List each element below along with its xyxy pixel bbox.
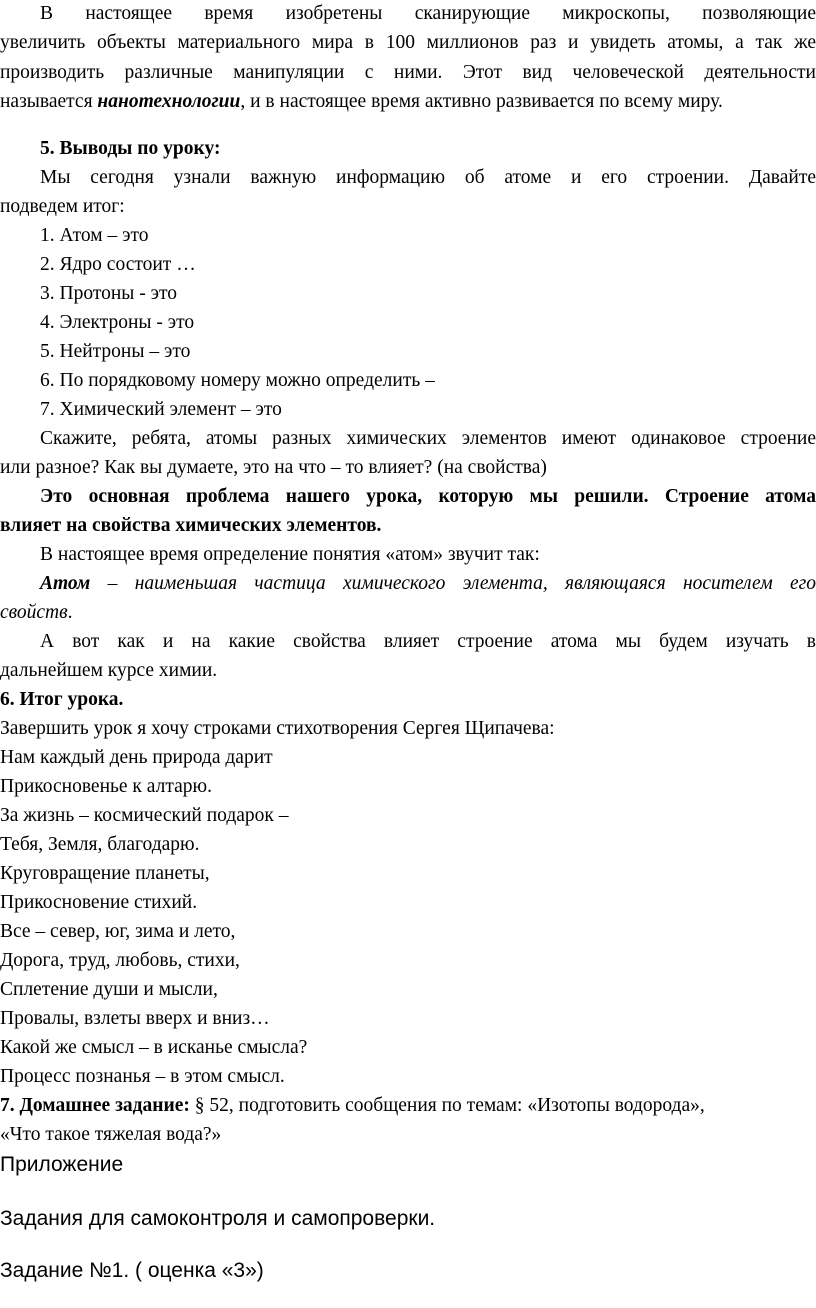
homework-heading: 7. Домашнее задание: (0, 1095, 190, 1116)
section-5-heading: 5. Выводы по уроку: (40, 138, 221, 159)
appendix-task: Задание №1. ( оценка «3») (0, 1259, 264, 1282)
definition-end: . (67, 602, 73, 623)
appendix-title: Приложение (0, 1153, 124, 1176)
intro-line-1: В настоящее время изобретены сканирующие микроскопы, позволяющие (40, 3, 816, 24)
summary-item-7: 7. Химический элемент – это (40, 399, 282, 420)
section-6-intro: Завершить урок я хочу строками стихотворения Сергея Щипачева: (0, 718, 555, 739)
poem-line-1: Нам каждый день природа дарит (0, 747, 273, 768)
poem-line-11: Какой же смысл – в исканье смысла? (0, 1037, 308, 1058)
homework-text: § 52, подготовить сообщения по темам: «Изотопы водорода», (189, 1095, 705, 1116)
problem-line-1: Это основная проблема нашего урока, которую мы решили. Строение атома (40, 486, 816, 507)
intro-line-3: производить различные манипуляции с ними. Этот вид человеческой деятельности (0, 62, 816, 83)
definition-line-1 (40, 573, 816, 595)
question-line-2: или разное? Как вы думаете, это на что – то влияет? (на свойства) (0, 457, 547, 478)
intro-line-4-pre: называется (0, 91, 98, 112)
homework-line-1 (0, 1095, 816, 1117)
summary-item-4: 4. Электроны - это (40, 312, 195, 333)
poem-line-12: Процесс познанья – в этом смысл. (0, 1066, 285, 1087)
section-5-intro-line-1: Мы сегодня узнали важную информацию об атоме и его строении. Давайте (40, 167, 816, 188)
poem-line-3: За жизнь – космический подарок – (0, 805, 289, 826)
summary-item-6: 6. По порядковому номеру можно определить – (40, 370, 435, 391)
summary-item-2: 2. Ядро состоит … (40, 254, 196, 275)
section-5-intro-line-2: подведем итог: (0, 196, 125, 217)
poem-line-8: Дорога, труд, любовь, стихи, (0, 950, 240, 971)
summary-item-5: 5. Нейтроны – это (40, 341, 191, 362)
poem-line-4: Тебя, Земля, благодарю. (0, 834, 200, 855)
poem-line-2: Прикосновенье к алтарю. (0, 776, 212, 797)
poem-line-5: Круговращение планеты, (0, 863, 210, 884)
future-line-1: А вот как и на какие свойства влияет строение атома мы будем изучать в (40, 631, 816, 652)
appendix-subtitle: Задания для самоконтроля и самопроверки. (0, 1207, 436, 1230)
definition-term: Атом (40, 573, 91, 594)
problem-line-2: влияет на свойства химических элементов. (0, 515, 382, 536)
definition-line-2-text: свойств (0, 602, 68, 623)
definition-intro: В настоящее время определение понятия «атом» звучит так: (40, 544, 540, 565)
intro-line-4-post: , и в настоящее время активно развивается по всему миру. (240, 91, 723, 112)
summary-item-3: 3. Протоны - это (40, 283, 178, 304)
definition-rest: – наименьшая частица химического элемента, являющаяся носителем его (90, 573, 816, 594)
definition-line-2 (0, 602, 816, 624)
intro-line-2: увеличить объекты материального мира в 100 миллионов раз и увидеть атомы, а так же (0, 32, 816, 53)
future-line-2: дальнейшем курсе химии. (0, 660, 218, 681)
poem-line-9: Сплетение души и мысли, (0, 979, 218, 1000)
summary-item-1: 1. Атом – это (40, 225, 149, 246)
nanotech-term: нанотехнологии (97, 91, 241, 112)
poem-line-10: Провалы, взлеты вверх и вниз… (0, 1008, 270, 1029)
poem-line-7: Все – север, юг, зима и лето, (0, 921, 236, 942)
section-6-heading: 6. Итог урока. (0, 689, 124, 710)
intro-line-4 (0, 91, 816, 113)
homework-line-2: «Что такое тяжелая вода?» (0, 1124, 222, 1145)
poem-line-6: Прикосновение стихий. (0, 892, 198, 913)
question-line-1: Скажите, ребята, атомы разных химических элементов имеют одинаковое строение (40, 428, 816, 449)
